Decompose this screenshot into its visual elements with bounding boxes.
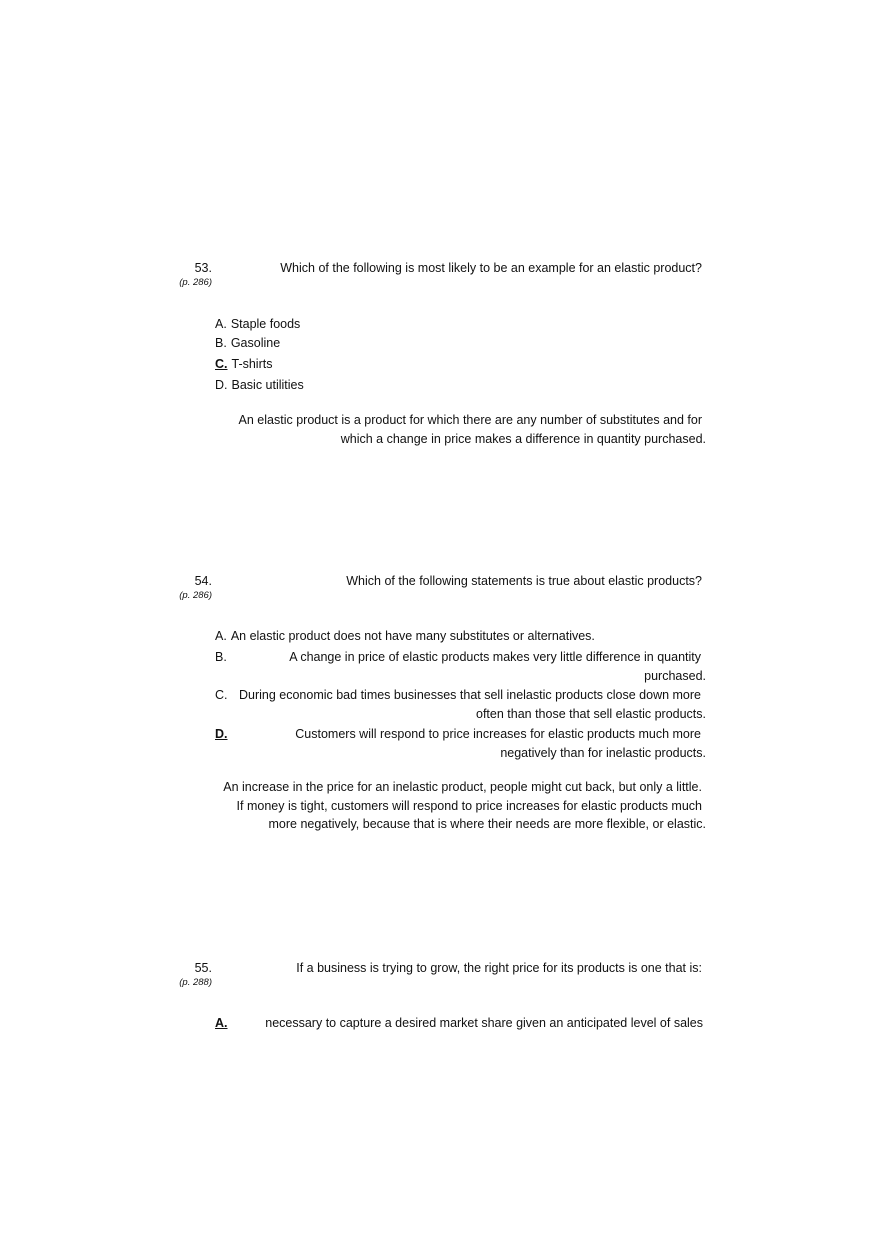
explanation-line: If money is tight, customers will respond to price increases for elastic products much bbox=[236, 798, 702, 813]
option-text-line: Customers will respond to price increases for elastic products much more bbox=[295, 727, 701, 741]
option-text-line: negatively than for inelastic products. bbox=[500, 745, 706, 760]
option-letter: B. bbox=[215, 650, 227, 664]
option-text-line: A change in price of elastic products makes very little difference in quantity bbox=[289, 650, 701, 664]
explanation-line: An increase in the price for an inelastic product, people might cut back, but only a little. bbox=[223, 780, 702, 794]
option-text: necessary to capture a desired market share given an anticipated level of sales bbox=[265, 1016, 703, 1030]
option-text: An elastic product does not have many substitutes or alternatives. bbox=[230, 629, 595, 643]
option-letter: A. bbox=[215, 1016, 228, 1030]
answer-option-b bbox=[215, 334, 703, 353]
option-text: Basic utilities bbox=[231, 378, 304, 392]
answer-option-c-correct bbox=[215, 355, 703, 374]
answer-option-b bbox=[215, 648, 706, 685]
option-text-line: During economic bad times businesses that sell inelastic products close down more bbox=[238, 688, 701, 702]
option-text: T-shirts bbox=[231, 357, 273, 371]
option-text-line: often than those that sell elastic products. bbox=[476, 706, 706, 721]
answer-option-c bbox=[215, 686, 706, 723]
question-text: Which of the following is most likely to be an example for an elastic product? bbox=[280, 261, 702, 275]
question-number: 53. bbox=[194, 261, 212, 275]
page-reference: (p. 286) bbox=[179, 277, 212, 288]
option-letter: A. bbox=[215, 629, 227, 643]
option-letter: C. bbox=[215, 688, 228, 702]
explanation bbox=[211, 778, 706, 834]
explanation bbox=[211, 411, 706, 448]
answer-option-a bbox=[215, 627, 703, 646]
answer-option-d bbox=[215, 376, 703, 395]
option-text: Staple foods bbox=[230, 317, 301, 331]
question-number: 55. bbox=[194, 961, 212, 975]
explanation-line: An elastic product is a product for which there are any number of substitutes and for bbox=[238, 413, 702, 427]
answer-option-d-correct bbox=[215, 725, 706, 762]
option-text-line: purchased. bbox=[644, 668, 706, 683]
answer-option-a-correct bbox=[215, 1014, 703, 1033]
page-reference: (p. 288) bbox=[179, 977, 212, 988]
answer-option-a bbox=[215, 315, 703, 334]
option-letter: B. bbox=[215, 336, 227, 350]
option-letter: A. bbox=[215, 317, 227, 331]
explanation-line: more negatively, because that is where their needs are more flexible, or elastic. bbox=[268, 817, 706, 831]
question-text: If a business is trying to grow, the right price for its products is one that is: bbox=[296, 961, 702, 975]
explanation-line: which a change in price makes a difference in quantity purchased. bbox=[340, 431, 706, 446]
question-number: 54. bbox=[194, 574, 212, 588]
option-text: Gasoline bbox=[230, 336, 281, 350]
option-letter: D. bbox=[215, 378, 228, 392]
page-reference: (p. 286) bbox=[179, 590, 212, 601]
question-text: Which of the following statements is true about elastic products? bbox=[346, 574, 702, 588]
option-letter: C. bbox=[215, 357, 228, 371]
option-letter: D. bbox=[215, 727, 228, 741]
